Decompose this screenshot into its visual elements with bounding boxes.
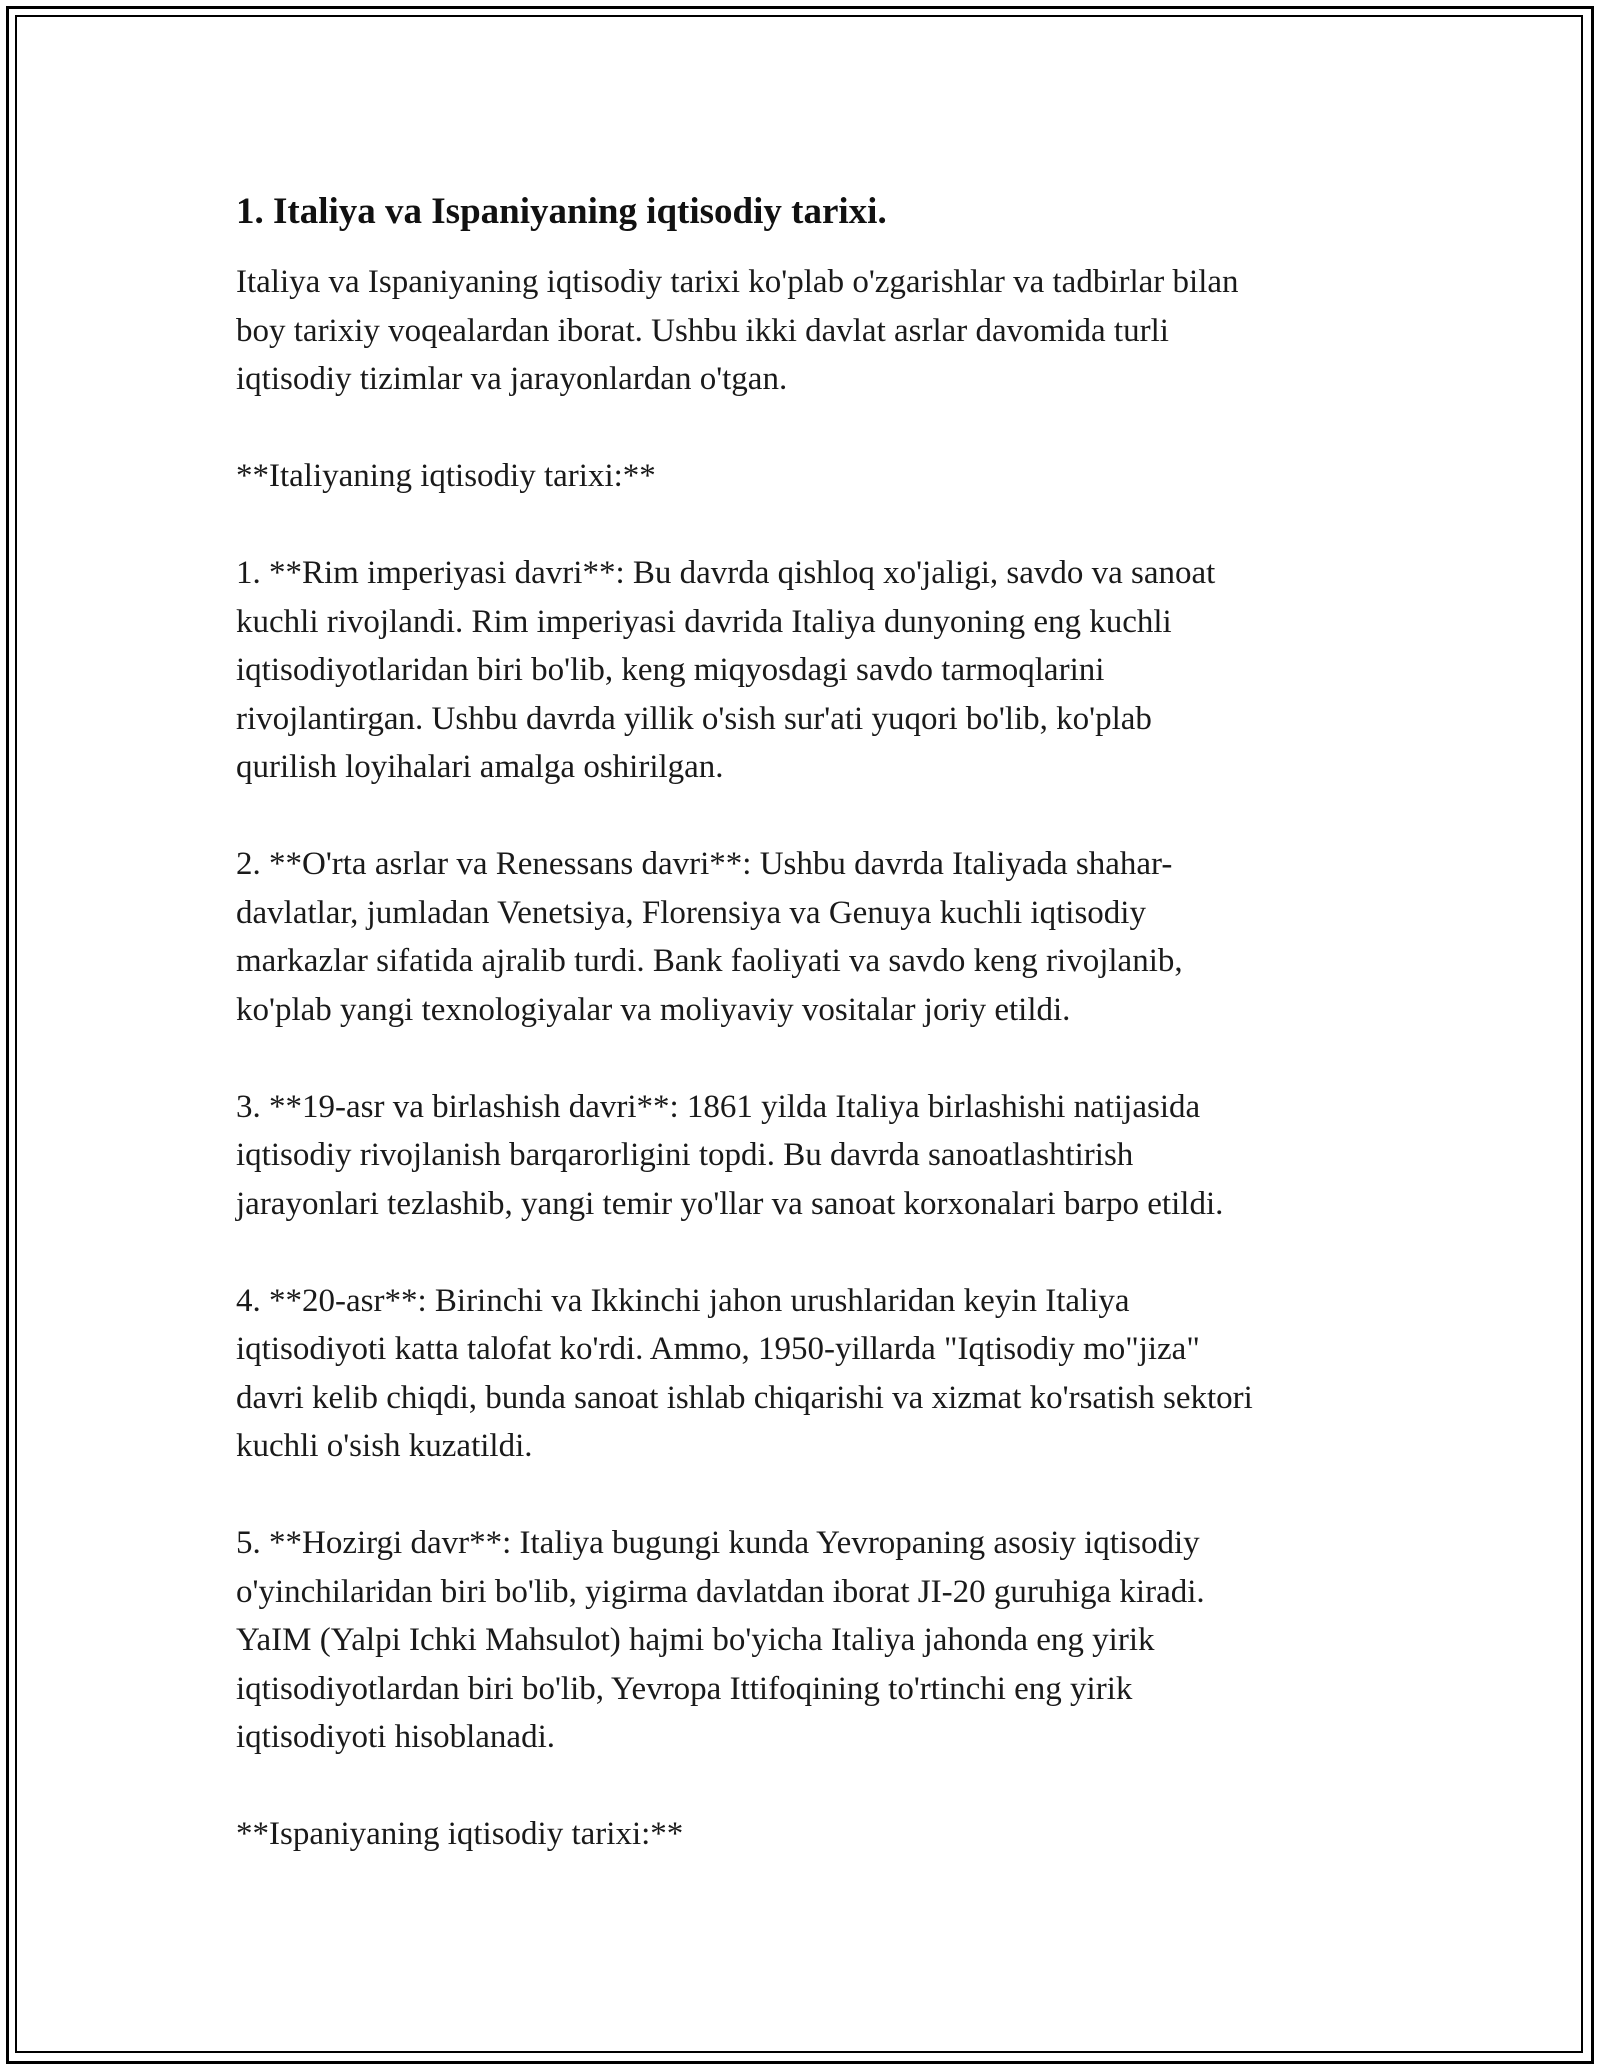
text-line: **Italiyaning iqtisodiy tarixi:**	[236, 458, 656, 494]
document-body	[236, 188, 1386, 1907]
text-line: 1. **Rim imperiyasi davri**: Bu davrda qishloq xo'jaligi, savdo va sanoat	[236, 555, 1216, 591]
text-line: iqtisodiy tizimlar va jarayonlardan o'tgan.	[236, 361, 788, 397]
text-line: iqtisodiyotlardan biri bo'lib, Yevropa Ittifoqining to'rtinchi eng yirik	[236, 1670, 1133, 1707]
text-line: iqtisodiyoti katta talofat ko'rdi. Ammo, 1950-yillarda "Iqtisodiy mo"jiza"	[236, 1331, 1200, 1367]
text-line: markazlar sifatida ajralib turdi. Bank faoliyati va savdo keng rivojlanib,	[236, 943, 1183, 979]
text-line: iqtisodiy rivojlanish barqarorligini topdi. Bu davrda sanoatlashtirish	[236, 1137, 1134, 1173]
text-line: jarayonlari tezlashib, yangi temir yo'llar va sanoat korxonalari barpo etildi.	[236, 1185, 1224, 1222]
text-line: davri kelib chiqdi, bunda sanoat ishlab chiqarishi va xizmat ko'rsatish sektori	[236, 1379, 1253, 1416]
text-line: 3. **19-asr va birlashish davri**: 1861 yilda Italiya birlashishi natijasida	[236, 1088, 1201, 1125]
paragraph-item-2	[236, 840, 1386, 1034]
text-line: kuchli rivojlandi. Rim imperiyasi davrida Italiya dunyoning eng kuchli	[236, 603, 1172, 640]
text-line: YaIM (Yalpi Ichki Mahsulot) hajmi bo'yicha Italiya jahonda eng yirik	[236, 1622, 1155, 1658]
text-line: 4. **20-asr**: Birinchi va Ikkinchi jahon urushlaridan keyin Italiya	[236, 1282, 1130, 1319]
paragraph-item-3	[236, 1083, 1386, 1229]
text-line: boy tarixiy voqealardan iborat. Ushbu ikki davlat asrlar davomida turli	[236, 312, 1169, 349]
text-line: rivojlantirgan. Ushbu davrda yillik o'sish sur'ati yuqori bo'lib, ko'plab	[236, 700, 1152, 737]
text-line: davlatlar, jumladan Venetsiya, Florensiya va Genuya kuchli iqtisodiy	[236, 894, 1146, 931]
section-heading-spain	[236, 1810, 1386, 1859]
text-line: 5. **Hozirgi davr**: Italiya bugungi kunda Yevropaning asosiy iqtisodiy	[236, 1525, 1200, 1561]
text-line: ko'plab yangi texnologiyalar va moliyaviy vositalar joriy etildi.	[236, 991, 1071, 1028]
text-line: iqtisodiyoti hisoblanadi.	[236, 1719, 555, 1755]
section-heading-italy	[236, 452, 1386, 501]
text-line: **Ispaniyaning iqtisodiy tarixi:**	[236, 1816, 684, 1852]
paragraph-item-1	[236, 549, 1386, 792]
text-line: o'yinchilaridan biri bo'lib, yigirma davlatdan iborat JI-20 guruhiga kiradi.	[236, 1573, 1205, 1610]
text-line: kuchli o'sish kuzatildi.	[236, 1428, 533, 1464]
text-line: qurilish loyihalari amalga oshirilgan.	[236, 749, 724, 785]
paragraph-item-5	[236, 1519, 1386, 1762]
text-line: iqtisodiyotlaridan biri bo'lib, keng miqyosdagi savdo tarmoqlarini	[236, 652, 1105, 688]
paragraph-intro	[236, 258, 1386, 404]
paragraph-item-4	[236, 1277, 1386, 1471]
document-title: 1. Italiya va Ispaniyaning iqtisodiy tarixi.	[236, 191, 887, 232]
text-line: 2. **O'rta asrlar va Renessans davri**: Ushbu davrda Italiyada shahar-	[236, 846, 1173, 882]
text-line: Italiya va Ispaniyaning iqtisodiy tarixi ko'plab o'zgarishlar va tadbirlar bilan	[236, 264, 1239, 300]
